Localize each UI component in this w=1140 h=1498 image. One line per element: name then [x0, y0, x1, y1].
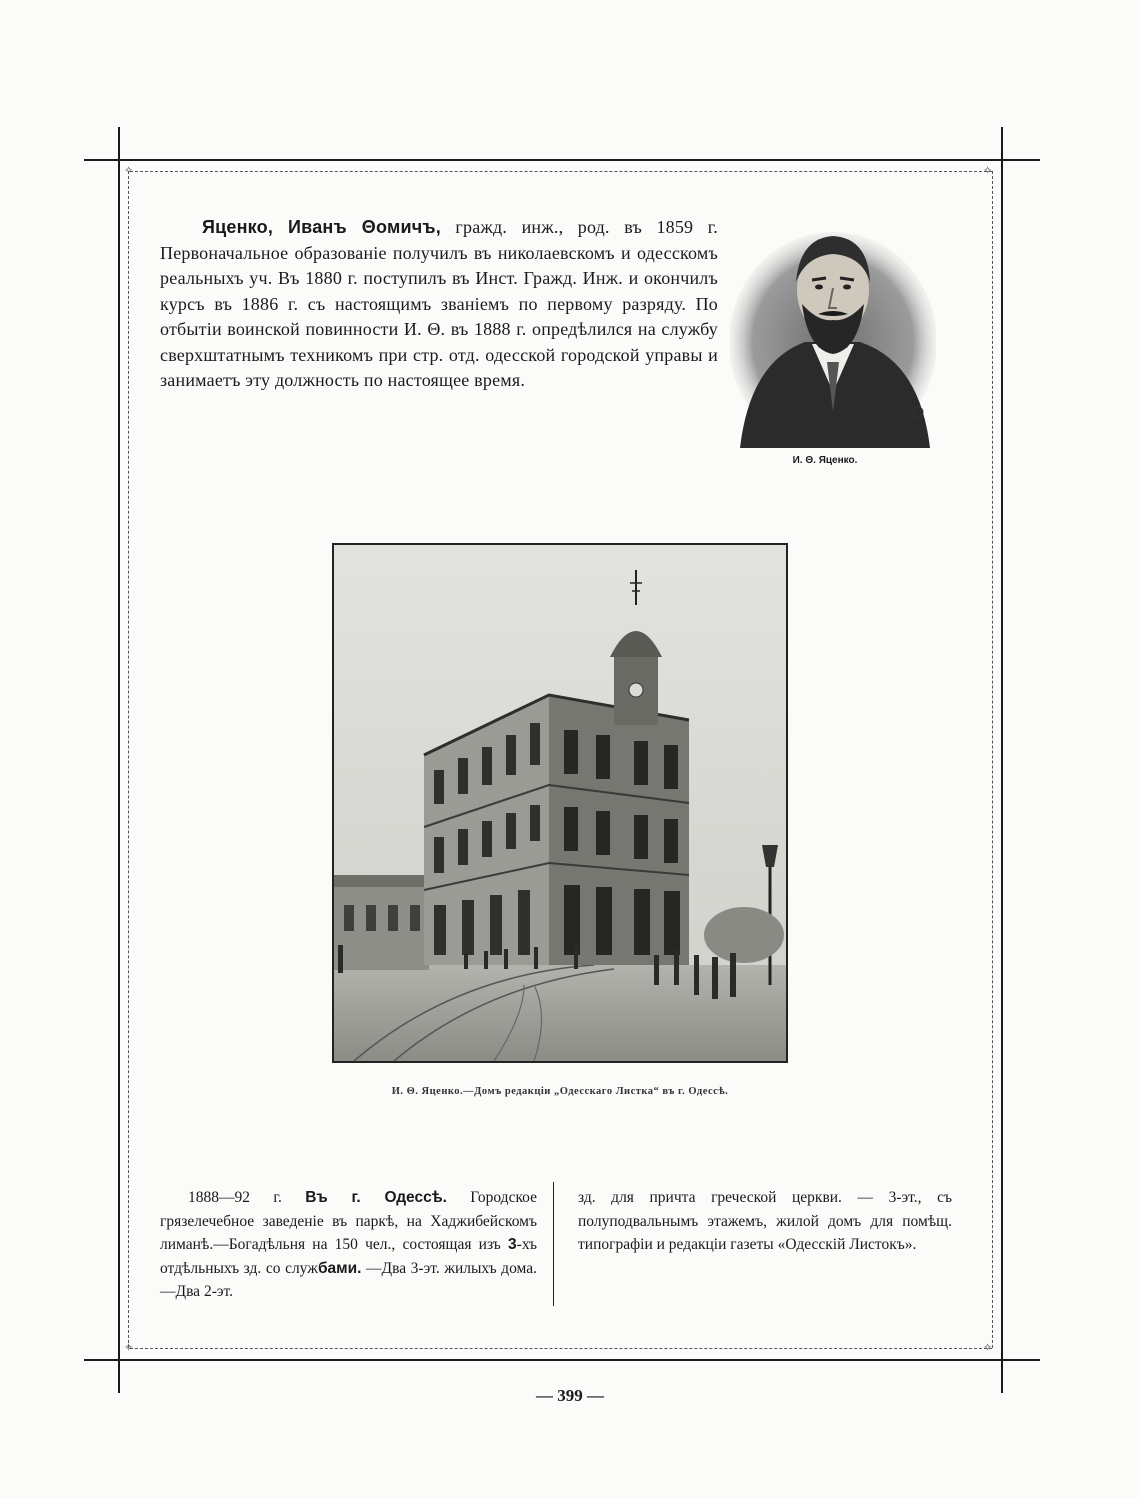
works-years: 1888—92 г. — [188, 1189, 282, 1206]
works-number: 3 — [508, 1236, 517, 1254]
works-column-left — [160, 1186, 537, 1304]
corner-ornament-icon: ✧ — [124, 1342, 134, 1354]
corner-ornament-icon: ✧ — [983, 165, 993, 177]
biography-paragraph — [160, 215, 718, 394]
works-place: Въ г. Одессѣ. — [305, 1189, 447, 1206]
photo-caption: И. Θ. Яценко.—Домъ редакціи „Одесскаго Листка“ въ г. Одессѣ. — [391, 1086, 729, 1097]
right-rule — [1001, 127, 1003, 1393]
works-column-right — [578, 1186, 952, 1257]
person-name: Яценко, Иванъ Θомичъ, — [202, 217, 441, 237]
corner-ornament-icon: ✧ — [124, 165, 134, 177]
biography-text: гражд. инж., род. въ 1859 г. Первоначальное образованіе получилъ въ николаевскомъ и одесскомъ реальныхъ уч. Въ 1880 г. поступилъ въ Инст. Гражд. Инж. и окончилъ курсъ въ 1886 г. съ настоящимъ званіемъ по первому разряду. По отбытіи воинской повинности И. Θ. въ 1888 г. опредѣлился на службу сверхштатнымъ техникомъ при стр. отд. одесской городской управы и занимаетъ эту должность по настоящее время. — [160, 217, 718, 390]
works-text-a: Городское грязелечебное заведеніе въ паркѣ, на Хаджибейскомъ лиманѣ.—Богадѣльня на 150 чел., состоящая изъ — [160, 1189, 538, 1254]
works-bold-word: бами. — [317, 1259, 362, 1277]
building-illustration — [334, 545, 786, 1061]
column-divider — [553, 1182, 554, 1306]
portrait-caption: И. Θ. Яценко. — [792, 455, 858, 466]
inner-bottom-border — [130, 1348, 992, 1349]
inner-left-border — [128, 171, 129, 1348]
corner-ornament-icon: ✧ — [983, 1342, 993, 1354]
top-rule — [84, 159, 1040, 161]
portrait-image — [730, 212, 936, 448]
bottom-rule — [84, 1359, 1040, 1361]
inner-right-border — [992, 171, 993, 1348]
works-text-b: -хъ отдѣльныхъ зд. со служ — [160, 1236, 537, 1277]
works-text-c: —Два 3-эт. жилыхъ дома.—Два 2-эт. — [160, 1259, 537, 1301]
building-photograph — [332, 543, 788, 1063]
page-number: — 399 — — [536, 1386, 604, 1405]
inner-top-border — [130, 171, 992, 172]
left-rule — [118, 127, 120, 1393]
works-text-right: зд. для причта греческой церкви. — 3-эт., съ полуподвальнымъ этажемъ, жилой домъ для помѣщ. типографіи и редакціи газеты «Одесскій Листокъ». — [578, 1189, 952, 1254]
